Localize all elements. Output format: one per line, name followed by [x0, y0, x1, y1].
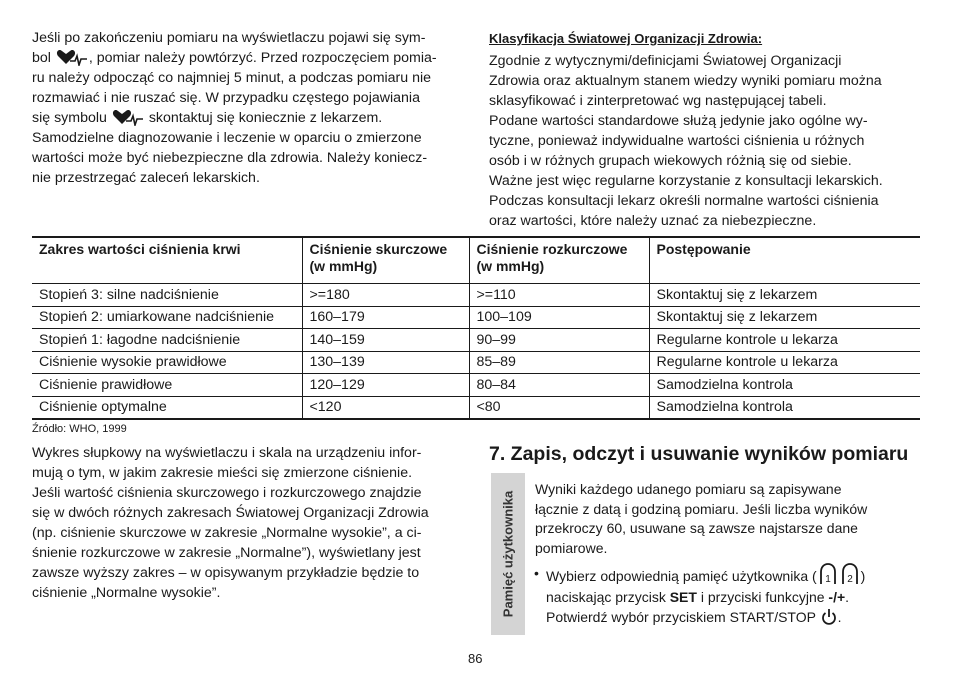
- svg-text:1: 1: [824, 574, 831, 585]
- irregular-heartbeat-icon: [56, 48, 88, 66]
- table-cell: Stopień 3: silne nadciśnienie: [32, 284, 302, 307]
- table-row: [32, 284, 920, 307]
- memory-select-instruction: Wybierz odpowiednią pamięć użytkownika ( 1 2 ) naciskając przycisk SET i przyciski funkcyjne -/+. Potwierdź wybór przyciskiem START/STOP .: [546, 563, 916, 628]
- column-header: Postępowanie: [649, 237, 920, 284]
- table-row: [32, 329, 920, 352]
- table-cell: Ciśnienie prawidłowe: [32, 374, 302, 397]
- memory-paragraph: Wyniki każdego udanego pomiaru są zapisywane łącznie z datą i godziną pomiaru. Jeśli liczba wyników przekroczy 60, usuwane są zawsze najstarsze dane pomiarowe.: [535, 481, 868, 556]
- table-cell: >=180: [302, 284, 469, 307]
- table-cell: Skontaktuj się z lekarzem: [649, 306, 920, 329]
- table-cell: Skontaktuj się z lekarzem: [649, 284, 920, 307]
- table-cell: <80: [469, 396, 649, 419]
- power-icon: [821, 608, 837, 626]
- table-cell: Samodzielna kontrola: [649, 374, 920, 397]
- table-row: [32, 306, 920, 329]
- set-button-label: SET: [669, 588, 697, 605]
- who-classification-paragraph: Zgodnie z wytycznymi/definicjami Światowej Organizacji Zdrowia oraz aktualnym stanem wiedzy wyniki pomiaru można sklasyfikować i zinterpretować wg następującej tabeli. Podane wartości standardowe służą jedynie jako ogólne wy- tyczne, ponieważ indywidualne wartości ciśnienia u różnych osób i w różnych grupach wiekowych różnią się od siebie. Ważne jest więc regularne korzystanie z konsultacji lekarskich. Podczas konsultacji lekarz określi normalne wartości ciśnienia oraz wartości, które należy uznać za niebezpieczne.: [489, 53, 883, 229]
- irregular-heartbeat-icon: [112, 108, 144, 126]
- svg-text:2: 2: [846, 574, 853, 585]
- blood-pressure-table: [32, 236, 920, 420]
- function-buttons-label: -/+: [828, 588, 846, 605]
- column-header: Ciśnienie skurczowe (w mmHg): [302, 237, 469, 284]
- table-row: [32, 396, 920, 419]
- who-classification-heading: Klasyfikacja Światowej Organizacji Zdrowia:: [489, 31, 763, 46]
- user-1-icon: [818, 563, 838, 585]
- section-title: 7. Zapis, odczyt i usuwanie wyników pomiaru: [489, 443, 909, 465]
- bullet-marker: •: [534, 565, 539, 581]
- table-cell: Samodzielna kontrola: [649, 396, 920, 419]
- table-cell: Stopień 2: umiarkowane nadciśnienie: [32, 306, 302, 329]
- table-cell: Ciśnienie wysokie prawidłowe: [32, 351, 302, 374]
- table-cell: Ciśnienie optymalne: [32, 396, 302, 419]
- table-cell: 100–109: [469, 306, 649, 329]
- table-cell: 80–84: [469, 374, 649, 397]
- table-source-note: Źródło: WHO, 1999: [32, 423, 127, 435]
- table-row: [32, 374, 920, 397]
- table-cell: 140–159: [302, 329, 469, 352]
- table-cell: Stopień 1: łagodne nadciśnienie: [32, 329, 302, 352]
- page-number: 86: [468, 651, 483, 666]
- table-cell: <120: [302, 396, 469, 419]
- table-header-row: [32, 237, 920, 284]
- table-cell: 120–129: [302, 374, 469, 397]
- table-cell: Regularne kontrole u lekarza: [649, 329, 920, 352]
- bar-graph-explanation-paragraph: Wykres słupkowy na wyświetlaczu i skala na urządzeniu infor- mują o tym, w jakim zakresie mieści się zmierzone ciśnienie. Jeśli wartość ciśnienia skurczowego i rozkurczowego znajdzie się w dwóch różnych zakresach Światowej Organizacji Zdrowia (np. ciśnienie skurczowe w zakresie „Normalne wysokie”, a ci- śnienie rozkurczowe w zakresie „Normalne”), wyświetlany jest zawsze wyższy zakres – w opisywanym przykładzie będzie to ciśnienie „Normalne wysokie”.: [32, 445, 429, 601]
- side-tab: [491, 473, 525, 635]
- table-cell: 90–99: [469, 329, 649, 352]
- side-tab-label: Pamięć użytkownika: [500, 490, 516, 618]
- column-header: Zakres wartości ciśnienia krwi: [32, 237, 302, 284]
- table-row: [32, 351, 920, 374]
- table-cell: Regularne kontrole u lekarza: [649, 351, 920, 374]
- table-cell: 85–89: [469, 351, 649, 374]
- table-cell: 160–179: [302, 306, 469, 329]
- user-2-icon: [840, 563, 860, 585]
- table-cell: 130–139: [302, 351, 469, 374]
- measurement-error-paragraph: Jeśli po zakończeniu pomiaru na wyświetlaczu pojawi się sym- bol , pomiar należy powtórzyć. Przed rozpoczęciem pomia- ru należy odpocząć co najmniej 5 minut, a podczas pomiaru nie rozmawiać i nie ruszać się. W przypadku częstego pojawiania się symbolu skontaktuj się koniecznie z lekarzem. Samodzielne diagnozowanie i leczenie w oparciu o zmierzone wartości może być niebezpieczne dla zdrowia. Należy koniecz- nie przestrzegać zaleceń lekarskich.: [32, 30, 437, 186]
- table-cell: >=110: [469, 284, 649, 307]
- column-header: Ciśnienie rozkurczowe (w mmHg): [469, 237, 649, 284]
